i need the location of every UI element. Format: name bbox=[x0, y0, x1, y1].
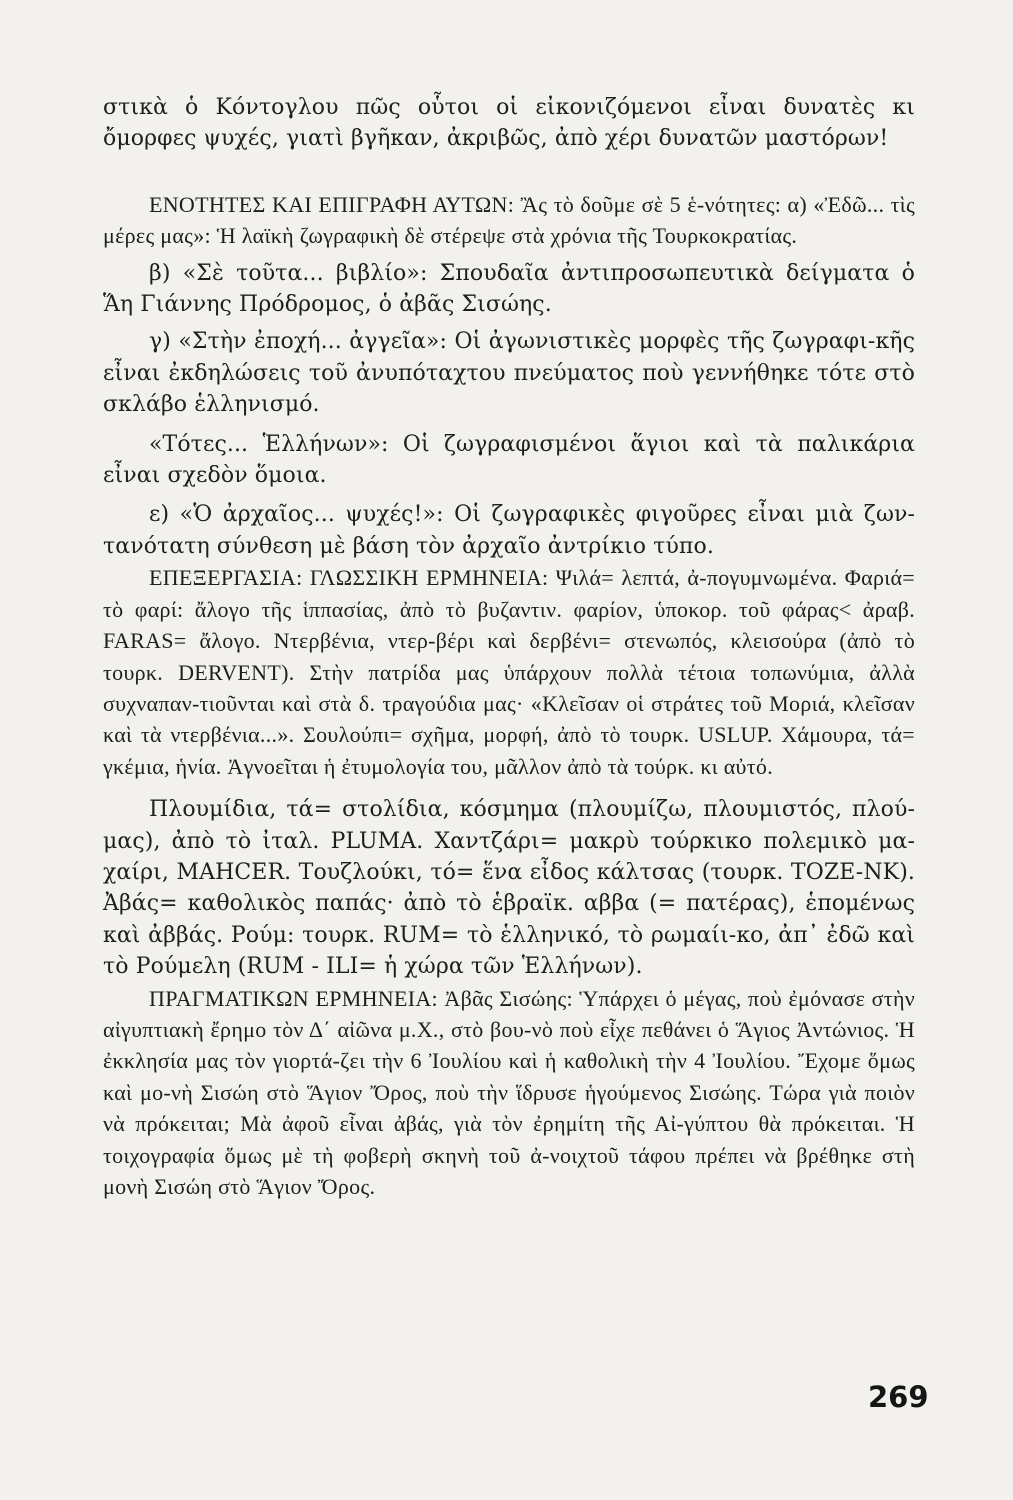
paragraph-continuation: στικὰ ὁ Κόντογλου πῶς οὗτοι οἱ εἰκονιζόμενοι εἶναι δυνατὲς κι ὄμορφες ψυχές, γιατὶ βγῆκαν, ἀκριβῶς, ἀπὸ χέρι δυνατῶν μαστόρων! bbox=[103, 95, 915, 152]
page-number: 269 bbox=[868, 1380, 929, 1414]
paragraph-linguistic-notes: ΕΠΕΞΕΡΓΑΣΙΑ: ΓΛΩΣΣΙΚΗ ΕΡΜΗΝΕΙΑ: Ψιλά= λεπτά, ἀ-πογυμνωμένα. Φαριά= τὸ φαρί: ἄλογο τῆς ἱππασίας, ἀπὸ τὸ βυζαντιν. φαρίον, ὑποκορ. τοῦ φάρας< ἀραβ. FARAS= ἄλογο. Ντερβένια, ντερ-βέρι καὶ δερβένι= στενωπός, κλεισούρα (ἀπὸ τὸ τουρκ. DERVENT). Στὴν πατρίδα μας ὑπάρχουν πολλὰ τέτοια τοπωνύμια, ἀλλὰ συχναπαν-τιοῦνται καὶ στὰ δ. τραγούδια μας· «Κλεῖσαν οἱ στράτες τοῦ Μοριά, κλεῖσαν καὶ τὰ ντερβένια...». Σουλούπι= σχῆμα, μορφή, ἀπὸ τὸ τουρκ. USLUP. Χάμουρα, τά= γκέμια, ἡνία. Ἀγνοεῖται ἡ ἐτυμολογία του, μᾶλλον ἀπὸ τὰ τούρκ. κι αὐτό. bbox=[103, 565, 915, 779]
paragraph-section-c: γ) «Στὴν ἐποχή... ἀγγεῖα»: Οἱ ἀγωνιστικὲς μορφὲς τῆς ζωγραφι-κῆς εἶναι ἐκδηλώσεις τοῦ ἀνυπόταχτου πνεύματος ποὺ γεννήθηκε τότε στὸ σκλάβο ἑλληνισμό. bbox=[103, 329, 915, 418]
paragraph-factual-notes: ΠΡΑΓΜΑΤΙΚΩΝ ΕΡΜΗΝΕΙΑ: Ἀβᾶς Σισώης: Ὑπάρχει ὁ μέγας, ποὺ ἐμόνασε στὴν αἰγυπτιακὴ ἔρημο τὸν Δ΄ αἰῶνα μ.Χ., στὸ βου-νὸ ποὺ εἶχε πεθάνει ὁ Ἅγιος Ἀντώνιος. Ἡ ἐκκλησία μας τὸν γιορτά-ζει τὴν 6 Ἰουλίου καὶ ἡ καθολικὴ τὴν 4 Ἰουλίου. Ἔχομε ὅμως καὶ μο-νὴ Σισώη στὸ Ἅγιον Ὄρος, ποὺ τὴν ἵδρυσε ἡγούμενος Σισώης. Τώρα γιὰ ποιὸν νὰ πρόκειται; Μὰ ἀφοῦ εἶναι ἀβάς, γιὰ τὸν ἐρημίτη τῆς Αἰ-γύπτου θὰ πρόκειται. Ἡ τοιχογραφία ὅμως μὲ τὴ φοβερὴ σκηνὴ τοῦ ἀ-νοιχτοῦ τάφου πρέπει νὰ βρέθηκε στὴ μονὴ Σισώη στὸ Ἅγιον Ὄρος. bbox=[103, 985, 915, 1199]
paragraph-vocabulary: Πλουμίδια, τά= στολίδια, κόσμημα (πλουμίζω, πλουμιστός, πλού-μας), ἀπὸ τὸ ἰταλ. PLUMA. Χαντζάρι= μακρὺ τούρκικο πολεμικὸ μα-χαίρι, MAHCER. Τουζλούκι, τό= ἕνα εἶδος κάλτσας (τουρκ. TOZE-NK). Ἀβάς= καθολικὸς παπάς· ἀπὸ τὸ ἑβραϊκ. αββα (= πατέρας), ἑπομένως καὶ ἀββάς. Ρούμ: τουρκ. RUM= τὸ ἑλληνικό, τὸ ρωμαίι-κο, ἀπ᾽ ἐδῶ καὶ τὸ Ρούμελη (RUM - ILI= ἡ χώρα τῶν Ἑλλήνων). bbox=[103, 797, 915, 980]
paragraph-section-e: ε) «Ὁ ἀρχαῖος... ψυχές!»: Οἱ ζωγραφικὲς φιγοῦρες εἶναι μιὰ ζων-τανότατη σύνθεση μὲ βάση τὸν ἀρχαῖο ἀντρίκιο τύπο. bbox=[103, 502, 915, 559]
paragraph-sections-heading: ΕΝΟΤΗΤΕΣ ΚΑΙ ΕΠΙΓΡΑΦΗ ΑΥΤΩΝ: Ἂς τὸ δοῦμε σὲ 5 ἑ-νότητες: α) «Ἐδῶ... τὶς μέρες μας»: Ἡ λαϊκὴ ζωγραφικὴ δὲ στέρεψε στὰ χρόνια τῆς Τουρκοκρατίας. bbox=[103, 191, 915, 249]
body-text bbox=[103, 92, 915, 1202]
paragraph-section-d: «Τότες... Ἑλλήνων»: Οἱ ζωγραφισμένοι ἅγιοι καὶ τὰ παλικάρια εἶναι σχεδὸν ὅμοια. bbox=[103, 431, 915, 489]
paragraph-section-b: β) «Σὲ τοῦτα... βιβλίο»: Σπουδαῖα ἀντιπροσωπευτικὰ δείγματα ὁ Ἅη Γιάννης Πρόδρομος, ὁ ἀβᾶς Σισώης. bbox=[103, 260, 915, 318]
